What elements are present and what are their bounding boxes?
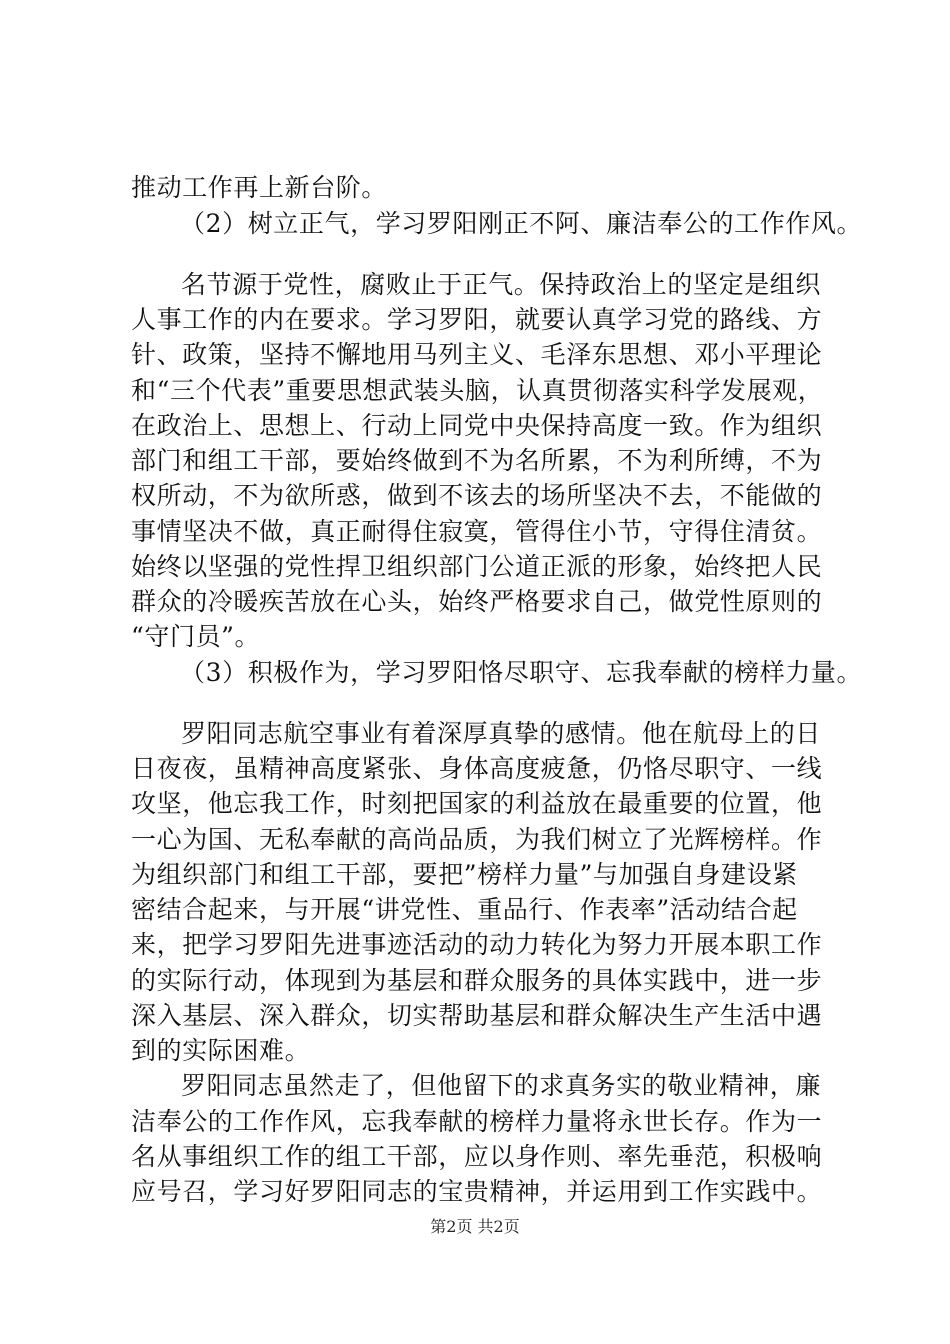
body-text-line: 日夜夜，虽精神高度紧张、身体高度疲惫，仍恪尽职守、一线: [131, 754, 823, 783]
paragraph-first-line: 罗阳同志航空事业有着深厚真挚的感情。他在航母上的日: [181, 719, 822, 748]
body-text-line: 应号召，学习好罗阳同志的宝贵精神，并运用到工作实践中。: [131, 1177, 823, 1206]
body-text-line: 洁奉公的工作作风，忘我奉献的榜样力量将永世长存。作为一: [131, 1107, 823, 1136]
body-text-line: 始终以坚强的党性捍卫组织部门公道正派的形象，始终把人民: [131, 552, 823, 581]
body-text-line: 深入基层、深入群众，切实帮助基层和群众解决生产生活中遇: [131, 1001, 823, 1030]
page-number-footer: 第2页 共2页: [430, 1217, 520, 1236]
body-text-line: 的实际行动，体现到为基层和群众服务的具体实践中，进一步: [131, 966, 823, 995]
body-text-line: 为组织部门和组工干部，要把”榜样力量”与加强自身建设紧: [131, 860, 798, 889]
body-text-line: 人事工作的内在要求。学习罗阳，就要认真学习党的路线、方: [131, 305, 823, 334]
body-text-line: 来，把学习罗阳先进事迹活动的动力转化为努力开展本职工作: [131, 930, 823, 959]
body-text-line: 权所动，不为欲所惑，做到不该去的场所坚决不去，不能做的: [131, 481, 823, 510]
body-text-line: 事情坚决不做，真正耐得住寂寞，管得住小节，守得住清贫。: [131, 517, 823, 546]
section-heading-2: （2）树立正气，学习罗阳刚正不阿、廉洁奉公的工作作风。: [180, 209, 863, 238]
paragraph-first-line: 名节源于党性，腐败止于正气。保持政治上的坚定是组织: [181, 270, 822, 299]
body-text-line: 推动工作再上新台阶。: [131, 173, 388, 202]
body-text-line: 针、政策，坚持不懈地用马列主义、毛泽东思想、邓小平理论: [131, 340, 823, 369]
body-text-line: 到的实际困难。: [131, 1036, 311, 1065]
paragraph-first-line: 罗阳同志虽然走了，但他留下的求真务实的敬业精神，廉: [181, 1071, 822, 1100]
section-heading-3: （3）积极作为，学习罗阳恪尽职守、忘我奉献的榜样力量。: [180, 658, 863, 687]
body-text-line: 名从事组织工作的组工干部，应以身作则、率先垂范，积极响: [131, 1142, 823, 1171]
body-text-line: 群众的冷暖疾苦放在心头，始终严格要求自己，做党性原则的: [131, 587, 823, 616]
body-text-line: 密结合起来，与开展“讲党性、重品行、作表率”活动结合起: [131, 895, 798, 924]
body-text-line: 部门和组工干部，要始终做到不为名所累，不为利所缚，不为: [131, 446, 823, 475]
body-text-line: 攻坚，他忘我工作，时刻把国家的利益放在最重要的位置，他: [131, 789, 823, 818]
body-text-line: “守门员”。: [131, 622, 261, 651]
body-text-line: 一心为国、无私奉献的高尚品质，为我们树立了光辉榜样。作: [131, 825, 823, 854]
body-text-line: 和“三个代表”重要思想武装头脑，认真贯彻落实科学发展观，: [131, 376, 824, 405]
body-text-line: 在政治上、思想上、行动上同党中央保持高度一致。作为组织: [131, 411, 823, 440]
